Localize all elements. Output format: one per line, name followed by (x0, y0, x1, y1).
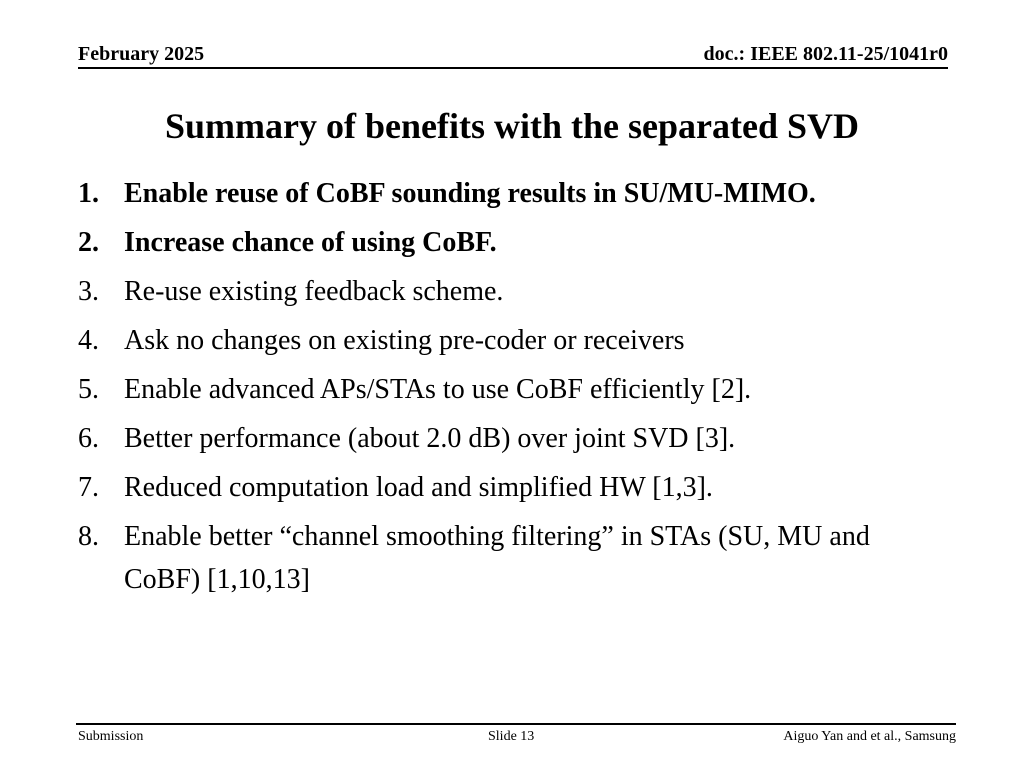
header-rule (78, 67, 948, 69)
list-item-8 (78, 515, 928, 601)
list-item-6 (78, 417, 928, 460)
footer-slide-number: Slide 13 (488, 729, 535, 744)
item-text: Reduced computation load and simplified HW [1,3]. (124, 472, 713, 503)
item-text: Enable reuse of CoBF sounding results in SU/MU-MIMO. (124, 178, 816, 209)
item-number: 7. (78, 472, 99, 503)
footer-rule (76, 723, 956, 725)
list-item-1 (78, 172, 928, 215)
item-number: 3. (78, 276, 99, 307)
list-item-3 (78, 270, 928, 313)
footer-author: Aiguo Yan and et al., Samsung (783, 729, 956, 744)
item-text: Enable advanced APs/STAs to use CoBF efficiently [2]. (124, 374, 752, 405)
item-number: 5. (78, 374, 99, 405)
item-number: 2. (78, 227, 99, 258)
list-item-7 (78, 466, 928, 509)
footer-submission: Submission (78, 729, 144, 744)
item-number: 4. (78, 325, 99, 356)
list-item-4 (78, 319, 928, 362)
item-number: 8. (78, 521, 99, 552)
item-number: 1. (78, 178, 99, 209)
benefits-list (78, 172, 928, 607)
item-text: Re-use existing feedback scheme. (124, 276, 504, 307)
list-item-5 (78, 368, 928, 411)
item-text: Enable better “channel smoothing filtering” in STAs (SU, MU and CoBF) [1,10,13] (124, 521, 870, 595)
item-number: 6. (78, 423, 99, 454)
header-date: February 2025 (78, 43, 205, 65)
item-text: Better performance (about 2.0 dB) over joint SVD [3]. (124, 423, 736, 454)
header-doc-number: doc.: IEEE 802.11-25/1041r0 (703, 43, 948, 65)
item-text: Increase chance of using CoBF. (124, 227, 497, 258)
item-text: Ask no changes on existing pre-coder or receivers (124, 325, 685, 356)
slide-title: Summary of benefits with the separated SVD (165, 106, 859, 146)
list-item-2 (78, 221, 928, 264)
